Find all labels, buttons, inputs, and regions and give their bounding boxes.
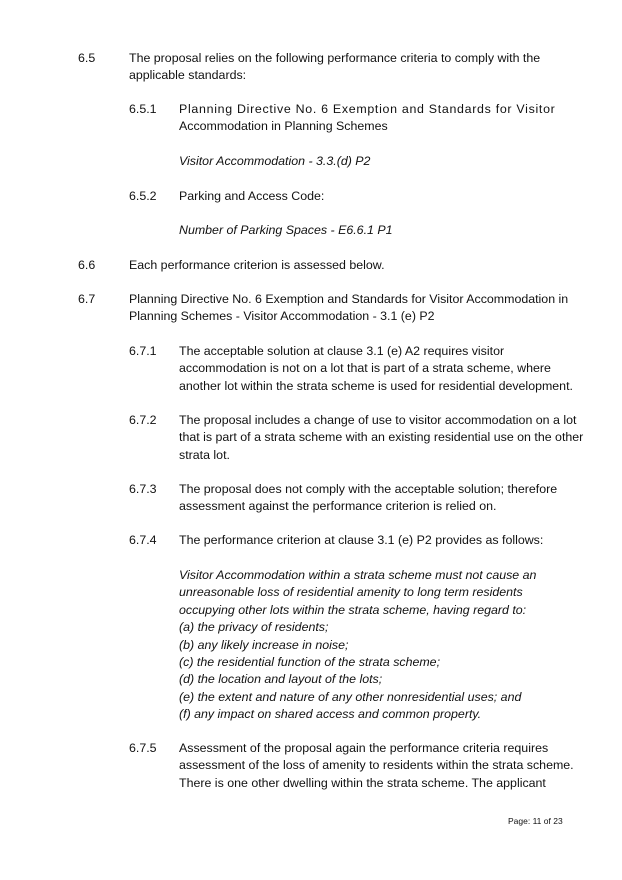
section-6-7-4-text: The performance criterion at clause 3.1 (e) P2 provides as follows: bbox=[179, 533, 544, 547]
text-line: that is part of a strata scheme with an existing residential use on the other bbox=[179, 430, 584, 445]
section-number-6-6: 6.6 bbox=[78, 258, 96, 272]
section-6-5-1-text bbox=[179, 101, 589, 136]
text-line: Assessment of the proposal again the performance criteria requires bbox=[179, 741, 549, 755]
section-6-7-5-text bbox=[179, 740, 589, 792]
text-line: applicable standards: bbox=[129, 68, 247, 83]
quote-line: unreasonable loss of residential amenity to long term residents bbox=[179, 585, 523, 600]
quote-item-d: (d) the location and layout of the lots; bbox=[179, 672, 383, 687]
quote-line: Visitor Accommodation within a strata scheme must not cause an bbox=[179, 568, 537, 582]
section-6-5-2-text: Parking and Access Code: bbox=[179, 189, 325, 203]
section-number-6-7: 6.7 bbox=[78, 292, 96, 306]
text-line: another lot within the strata scheme is used for residential development. bbox=[179, 378, 573, 393]
section-number-6-7-5: 6.7.5 bbox=[129, 741, 157, 755]
performance-criterion-quote bbox=[179, 567, 589, 724]
text-line: assessment against the performance criterion is relied on. bbox=[179, 499, 497, 514]
text-line: Planning Directive No. 6 Exemption and Standards for Visitor Accommodation in bbox=[129, 292, 569, 306]
quote-item-c: (c) the residential function of the strata scheme; bbox=[179, 655, 441, 670]
section-6-6-text: Each performance criterion is assessed below. bbox=[129, 258, 385, 272]
text-line: Accommodation in Planning Schemes bbox=[179, 119, 388, 134]
text-line: The proposal relies on the following performance criteria to comply with the bbox=[129, 51, 541, 65]
section-number-6-5-1: 6.5.1 bbox=[129, 102, 157, 116]
text-line: The proposal does not comply with the acceptable solution; therefore bbox=[179, 482, 558, 496]
section-number-6-7-1: 6.7.1 bbox=[129, 344, 157, 358]
section-number-6-7-2: 6.7.2 bbox=[129, 413, 157, 427]
quote-item-b: (b) any likely increase in noise; bbox=[179, 637, 349, 652]
quote-item-e: (e) the extent and nature of any other nonresidential uses; and bbox=[179, 689, 522, 704]
text-line: There is one other dwelling within the strata scheme. The applicant bbox=[179, 775, 546, 790]
text-line: The proposal includes a change of use to visitor accommodation on a lot bbox=[179, 413, 577, 427]
section-6-7-heading bbox=[129, 291, 589, 326]
page-number: Page: 11 of 23 bbox=[508, 816, 563, 826]
section-number-6-5-2: 6.5.2 bbox=[129, 189, 157, 203]
section-number-6-7-3: 6.7.3 bbox=[129, 482, 157, 496]
section-6-5-1-criterion: Visitor Accommodation - 3.3.(d) P2 bbox=[179, 154, 371, 168]
section-number-6-7-4: 6.7.4 bbox=[129, 533, 157, 547]
text-line: assessment of the loss of amenity to residents within the strata scheme. bbox=[179, 758, 574, 773]
text-line: accommodation is not on a lot that is part of a strata scheme, where bbox=[179, 361, 551, 376]
text-line: The acceptable solution at clause 3.1 (e) A2 requires visitor bbox=[179, 344, 505, 358]
quote-item-a: (a) the privacy of residents; bbox=[179, 620, 329, 635]
text-line: Planning Schemes - Visitor Accommodation - 3.1 (e) P2 bbox=[129, 309, 435, 324]
quote-item-f: (f) any impact on shared access and common property. bbox=[179, 707, 482, 722]
text-line: Planning Directive No. 6 Exemption and Standards for Visitor bbox=[179, 102, 556, 116]
section-6-7-1-text bbox=[179, 343, 589, 395]
section-6-7-2-text bbox=[179, 412, 589, 464]
section-6-5-2-criterion: Number of Parking Spaces - E6.6.1 P1 bbox=[179, 223, 393, 237]
section-6-7-3-text bbox=[179, 481, 589, 516]
section-number-6-5: 6.5 bbox=[78, 51, 96, 65]
quote-line: occupying other lots within the strata scheme, having regard to: bbox=[179, 602, 527, 617]
text-line: strata lot. bbox=[179, 447, 230, 462]
section-6-5-text bbox=[129, 50, 589, 85]
